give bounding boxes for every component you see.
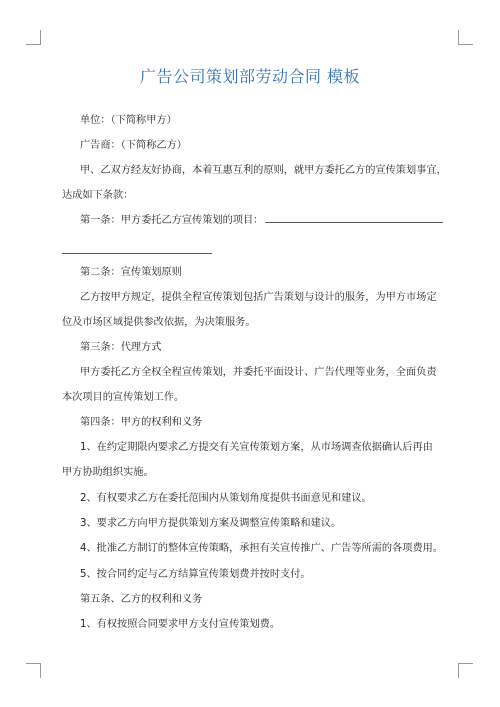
article-4-item-1a: 1、在约定期限内要求乙方提交有关宣传策划方案，从市场调查依据确认后再由 — [80, 442, 433, 453]
article-4-heading: 第四条：甲方的权利和义务 — [80, 417, 203, 428]
article-4-item-1b: 甲方协助组织实施。 — [62, 467, 154, 478]
unit-line: 单位：（下简称甲方） — [80, 115, 177, 126]
crop-mark-top-left — [26, 30, 41, 45]
article-4-item-3: 3、要求乙方向甲方提供策划方案及调整宣传策略和建议。 — [80, 518, 342, 529]
article-3-heading: 第三条：代理方式 — [80, 342, 162, 353]
article-2-line-1: 乙方按甲方规定，提供全程宣传策划包括广告策划与设计的服务，为甲方市场定 — [80, 292, 437, 303]
article-4-item-4: 4、批准乙方制订的整体宣传策略，承担有关宣传推广、广告等所需的各项费用。 — [80, 543, 444, 554]
article-2-heading: 第二条：宣传策划原则 — [80, 267, 182, 278]
crop-mark-bottom-right — [458, 663, 473, 678]
article-4-item-2: 2、有权要求乙方在委托范围内从策划角度提供书面意见和建议。 — [80, 493, 372, 504]
document-title: 广告公司策划部劳动合同 模板 — [139, 67, 361, 86]
agency-line: 广告商：（下简称乙方） — [80, 140, 187, 151]
article-4-item-5: 5、按合同约定与乙方结算宣传策划费并按时支付。 — [80, 569, 311, 580]
article-1-text: 第一条：甲方委托乙方宣传策划的项目： — [80, 215, 264, 226]
crop-mark-bottom-left — [26, 663, 41, 678]
article-3-line-2: 本次项目的宣传策划工作。 — [62, 392, 185, 403]
article-2-line-2: 位及市场区域提供参改依据，为决策服务。 — [62, 317, 256, 328]
article-5-heading: 第五条、乙方的权利和义务 — [80, 594, 203, 605]
intro-line-1: 甲、乙双方经友好协商，本着互惠互利的原则，就甲方委托乙方的宣传策划事宜， — [80, 165, 447, 176]
article-3-line-1: 甲方委托乙方全权全程宣传策划，并委托平面设计、广告代理等业务，全面负责 — [80, 367, 437, 378]
article-1-line — [80, 208, 460, 233]
intro-line-2: 达成如下条款： — [62, 190, 134, 201]
article-1-blank-continued — [62, 253, 212, 254]
article-5-item-1: 1、有权按照合同要求甲方支付宣传策划费。 — [80, 619, 281, 630]
crop-mark-top-right — [458, 30, 473, 45]
article-1-blank — [265, 210, 443, 223]
